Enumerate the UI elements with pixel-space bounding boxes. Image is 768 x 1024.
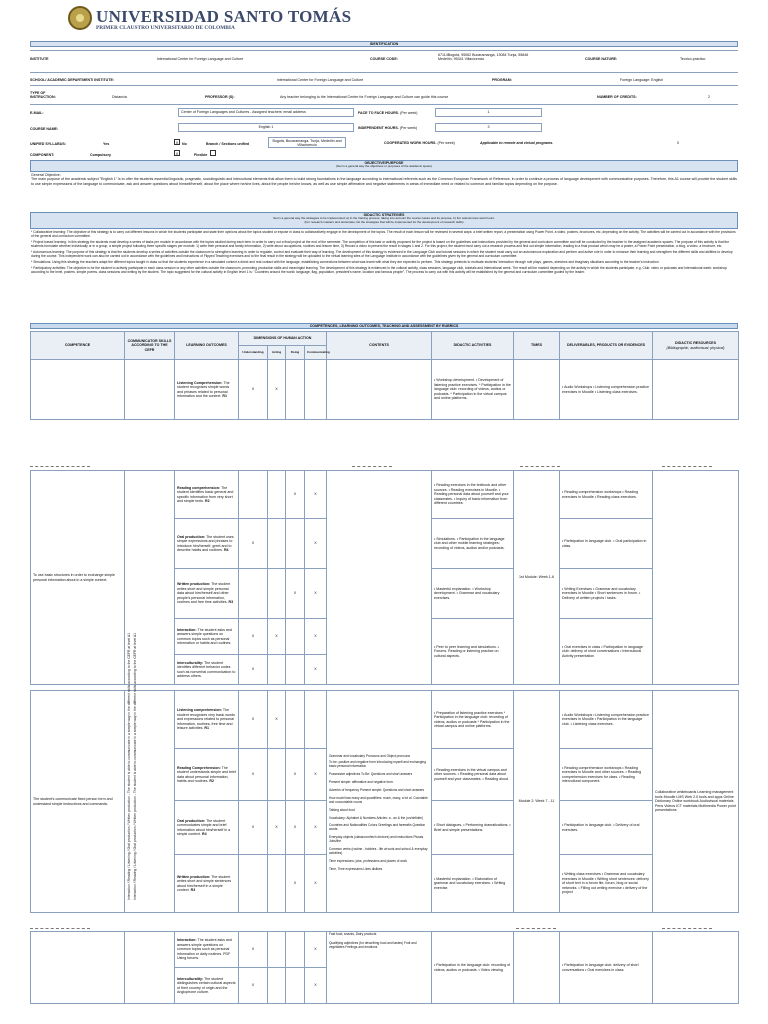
objective-text: The main purpose of the academic subject "English 1" is to offer the students essential linguistic, pragmatic, sociolinguistic and intercultural elements that allow them to build strong foundations in the language according to international referents such as the Common European Framework of Reference, in order to continue a process of language development with communicative purposes. Therefore, this A1 course will provide the student skills to use simple expressions of the language to communicate, ask and answer questions about himself/herself, about the place where he/she lives, about the people he/she knows, as well as use simple affirmative and negative statements in areas of immediate need or related to common and familiar topics depending on the purpose. <box>31 177 737 186</box>
outcome-code: R1 <box>204 726 209 731</box>
coop-label-text: COOPERATED WORK HOURS. <box>384 141 437 145</box>
vertical-communicator-note: Interaction / Reading / Listening / Oral production / Written production - The student is able to communicate in a simple way in the different skills according to the CEFR at level A1 <box>127 632 131 900</box>
flexible-label: Flexible <box>194 153 208 157</box>
mark-cell: X <box>286 855 305 913</box>
first-outcome-code: R1 <box>222 393 227 398</box>
outcome-text: The student identifies basic general and specific information from very short and simple texts. <box>177 485 234 503</box>
university-logo <box>68 6 352 32</box>
didactic-title: DIDACTIC STRATEGIES <box>363 213 405 217</box>
objective-title: OBJECTIVE/PURPOSE <box>364 161 404 165</box>
deliverable-cell: • Oral exercises in class • Participation in language club: delivery of short conversations • Intercultural Activity presentation <box>560 619 653 685</box>
school-label: SCHOOL/ ACADEMIC DEPARTMENT/ INSTITUTE: <box>30 78 115 82</box>
module1-resources <box>653 471 739 685</box>
competences-header: COMPETENCES, LEARNING OUTCOMES, TEACHING AND ASSESSMENT BY RUBRICS <box>30 323 738 329</box>
didactic-cell: • Short dialogues. • Performing dramatizations. • Brief and simple presentations. <box>432 801 514 855</box>
mark-cell <box>268 749 286 801</box>
mark-cell: X <box>268 691 286 749</box>
coop-label <box>384 141 455 145</box>
outcome-text: The student writes short and simple personal data about him/herself and other people's personal information, routines and free time activities. <box>177 582 231 605</box>
f2f-label <box>358 111 417 115</box>
didactic-item: * Collaborative learning: The objective of this strategy is to carry out different lessons in which the students participate and state their opinions about the topics studied or expose in class to collaboratively engage in the development of the topics. The result of each lesson will be reviewed in several ways: a brief written report, a presentation using Power Point, a video, posters, brochures, etc, depending on the activity. The activities will be carried out in accordance with the provisions of the general and curriculum committee. <box>31 230 736 238</box>
outcome-title: Listening comprehension: <box>177 708 222 713</box>
mark-cell <box>268 655 286 685</box>
type-value: Distancia <box>112 95 127 99</box>
col-dimensions: DIMENSIONS OF HUMAN ACTION <box>239 332 327 346</box>
content-item: Time, Time expressions Likes dislikes <box>329 866 383 871</box>
first-competence-cell <box>31 360 125 420</box>
mark-cell: X <box>268 619 286 655</box>
module1-contents <box>327 471 432 685</box>
dim-doing: Doing <box>286 346 305 360</box>
course-name-label: COURSE NAME: <box>30 127 59 131</box>
university-subtitle: PRIMER CLAUSTRO UNIVERSITARIO DE COLOMBIA <box>96 25 235 31</box>
mark-cell: X <box>286 471 305 519</box>
content-item: Present simple: affirmative and negative form. <box>329 779 394 784</box>
mark-cell: X <box>305 968 327 1004</box>
deliverable-cell: • Reading comprehension workshops • Reading exercises in Moodle and other sources. • Reading comprehension exercises for class. • Reading intercultural component. <box>560 749 653 801</box>
col-resources <box>653 332 739 360</box>
mark-cell: X <box>286 749 305 801</box>
module2-cont-competence <box>31 932 125 1004</box>
module1-time: 1st Module: Week 1-6 <box>514 471 560 685</box>
page-dash <box>30 928 90 929</box>
content-item: Possessive adjectives To Be: Questions and short answers <box>329 772 413 777</box>
outcome-code: R3 <box>190 887 196 892</box>
unified-no: No <box>182 142 187 146</box>
mark-cell <box>286 619 305 655</box>
outcome-title: Written production: <box>177 582 211 587</box>
didactic-cell: • Peer to peer learning and simulations. • Forums. Reading or listening practice on cultural aspects. <box>432 619 514 685</box>
first-contents-cell <box>327 360 432 420</box>
university-name: UNIVERSIDAD SANTO TOMÁS <box>96 7 352 26</box>
program-value: Foreign Language: English <box>620 78 663 82</box>
content-item: Vocabulary: Alphabet & Numbers Articles: a - an & the (un/definite) <box>329 815 423 820</box>
outcome-text: The student recognizes very basic words and expressions related to personal information, routines, free time and leisure activities. <box>177 708 235 731</box>
course-name-value: English 1 <box>178 123 354 132</box>
deliverable-cell: • Participation in language club. • Delivery of oral exercises. <box>560 801 653 855</box>
mark-cell: X <box>305 855 327 913</box>
mark-cell <box>268 855 286 913</box>
content-item: Fast food, snacks, Dairy products <box>329 932 377 936</box>
content-item: Common verbs (routine - hobbies - life at work and school & everyday activities) <box>329 847 428 855</box>
didactic-cell: • Reading exercises in the textbook and other sources. • Reading exercises in Moodle. • Reading personal data about yourself and your classmates. • Inquiry of basic information from different countries. <box>432 471 514 519</box>
mark-cell <box>268 471 286 519</box>
mark-cell: X <box>239 691 268 749</box>
didactic-item: * Project based learning: In this strategy the students must develop a series of tasks per module in accordance with the topics studied during each term in order to carry out a final project at the end of the semester. The completion of this task or activity proposed for the project is based on the guidelines and instructions provided by the general and curriculum committee and will be conducted by the teacher in the assigned academic spaces. The purpose of this activity is that the students formulate whether individually or in a group, a simple project following three specific stages per module: 1) write their personal and family information, 2) write about occupations, routines and leisure time, 3) Record a video to present the result in stages 1 and 2. For this project, the student must carry out a research process and find out simple information, leading to a final product which may be a poster, a Power Point presentation, a blog, a video, a brochure, etc. <box>31 240 730 248</box>
program-label: PROGRAM: <box>492 78 512 82</box>
outcome-code: R4 <box>223 547 229 552</box>
first-outcome-text: The student recognizes simple words and phrases related to personal information and the context. <box>177 380 230 398</box>
mark-cell <box>239 855 268 913</box>
dim-understanding: Understanding <box>239 346 268 360</box>
didactic-list <box>31 230 737 274</box>
deliverable-cell: • Reading comprehension workshops • Reading exercises in Moodle • Reading class exercises. <box>560 471 653 519</box>
col-times: TIMES <box>514 332 560 360</box>
outcome-text: The student communicates simple and brief information about him/herself in a simple context. <box>177 818 231 836</box>
outcome-text: The student writes short and simple sentences about him/herself in a simple context. <box>177 874 232 892</box>
module2-cont-time <box>514 932 560 1004</box>
f2f-label-text: FACE TO FACE HOURS. <box>358 111 400 115</box>
outcome-text: The student asks and answers simple questions on common topics such as personal information or daily routines. PDF Using forums. <box>177 938 232 961</box>
mark-cell: X <box>305 519 327 569</box>
outcome-title: Reading Comprehension: <box>177 765 221 770</box>
course-code-label: COURSE CODE: <box>370 57 398 61</box>
col-contents: CONTENTS <box>327 332 432 360</box>
mark-cell: X <box>239 968 268 1004</box>
mark-cell: X <box>239 655 268 685</box>
rule <box>30 50 738 51</box>
mark-cell <box>286 932 305 968</box>
didactic-header <box>30 212 738 229</box>
didactic-item: * Participatory activities: The objective is for the student to actively participate in each class session or any other activities outside the classroom, promoting production skills and meaningful learning. The development of this strategy is evidenced in the cultural activity, class sessions, language club, tutorials and International week. The result will be marked depending on the activity in which the students participate, e.g. Club: video or podcasts and International week: workshop according to the level, posters, simple poems, class sessions and writing by the student. The topic suggested for the cultural activity in English level 1 is: "Countries around the world: language, flag, population, president's name, location and famous people". The process to carry out with this activity will be established by the general and curriculum committee guided by the leader. <box>31 266 727 274</box>
objective-body <box>31 173 737 186</box>
rule <box>30 104 738 105</box>
mark-cell: X <box>239 932 268 968</box>
outcome-title: Interaction: <box>177 938 197 943</box>
outcome-text: The student uses simple expressions and phrases to introduce him/herself, greet and to describe habits and routines. <box>177 534 234 552</box>
credits-label: NUMBER OF CREDITS: <box>597 95 637 99</box>
mark-cell: X <box>305 932 327 968</box>
page-dash <box>352 466 392 467</box>
email-label: E-MAIL: <box>30 111 44 115</box>
deliverable-cell: • Writing class exercises • Grammar and vocabulary exercises in Moodle • Writing short sentences: delivery of short text in a forum file, forum, blog or social networks. • Filling out writing exercise • delivery of the project <box>560 855 653 913</box>
mark-cell: X <box>286 801 305 855</box>
first-didactic-cell: • Workshop development. • Development of listening practice exercises. * Participation in the language club: recording of videos, audios or podcasts. * Participation in the virtual campus and online platforms. <box>432 360 514 420</box>
independent-note: (Per week) <box>399 126 418 130</box>
institute-value: International Center for Foreign Language and Culture <box>156 57 244 61</box>
page-dash <box>662 466 712 467</box>
didactic-item: * Autonomous learning: The purpose of this strategy is that the students develop a series of activities outside the classroom to strengthen learning in order to regulate, control and evaluate their way of learning. The development of this strategy is evidenced in the Language Club and tutorial sessions in which the student must carry out an autonomous exploration and perform and active role in order to enhance their learning and strengthen the different skills and abilities to develop during the course. This independent work can also be carried out in accordance with the guidelines and instructions of Flipped Teaching exercises and to the final result in the strategy will be uploaded to the virtual learning sites of the Language Institute in accordance with the guidelines given by the general and curriculum committee. <box>31 250 733 258</box>
mark-cell <box>286 968 305 1004</box>
mark-cell <box>239 471 268 519</box>
first-outcome-title: Listening Comprehension: <box>177 380 223 385</box>
mark-cell <box>268 968 286 1004</box>
module2-cont-communicator <box>125 932 175 1004</box>
page-dash <box>520 466 560 467</box>
didactic-sub2: (For research masters and doctorates, list the strategies that will be implemented for the development of research skills) <box>304 220 464 224</box>
deliverable-cell: • Audio Workshops • Listening comprehension practice exercises in Moodle • Participation in the language club. • Listening class exercises. <box>560 691 653 749</box>
outcome-title: Interculturality: <box>177 660 204 665</box>
col-communicator: COMMUNICATOR SKILLS ACCORDING TO THE CEFR <box>125 332 175 360</box>
course-nature-label: COURSE NATURE: <box>585 57 618 61</box>
module2-time: Module 2: Week 7 - 11 <box>514 691 560 913</box>
credits-value: 2 <box>708 95 710 99</box>
first-outcome-cell <box>175 360 239 420</box>
independent-label <box>358 126 417 130</box>
module2-competence: The student's communicate fixed person form and understand simple instructions and commands. <box>31 691 125 913</box>
mark-cell <box>286 655 305 685</box>
f2f-value: 1 <box>435 108 542 117</box>
col-deliverables: DELIVERABLES, PRODUCTS OR EVIDENCES <box>560 332 653 360</box>
deliverable-cell: • Writing Exercises • Grammar and vocabulary exercises in Moodle • Short sentences in forum. • Delivery of written projects / tasks. <box>560 569 653 619</box>
didactic-cell: • Simulations. • Participation in the language club and other mobile learning strategies: recording of videos, audios and/or podcasts. <box>432 519 514 569</box>
outcome-text: The student understands simple and brief data about personal information, habits and routines. <box>177 765 236 783</box>
f2f-note: (Per week) <box>400 111 418 115</box>
course-nature-value: Teorico-práctico <box>680 57 706 61</box>
col-competence: COMPETENCE <box>31 332 125 360</box>
unified-yes-checkbox[interactable]: X <box>175 140 179 145</box>
col-outcomes: LEARNING OUTCOMES <box>175 332 239 360</box>
school-value: International Center for Foreign Language and Culture <box>276 78 364 82</box>
mark-cell <box>239 569 268 619</box>
independent-label-text: INDEPENDENT HOURS. <box>358 126 399 130</box>
content-item: How much/how many and quantifiers: much, many, a lot of. Countable and uncountable nouns <box>329 795 428 804</box>
didactic-cell: • Participation in the language club: recording of videos, audios or podcasts. • Video viewing <box>432 932 514 1004</box>
content-item: Time expressions: jobs, professions and places of work <box>329 858 408 863</box>
page-dash <box>662 928 712 929</box>
dim-acting: Acting <box>268 346 286 360</box>
coop-note: (Per week) <box>437 141 455 145</box>
mark-cell: X <box>305 801 327 855</box>
mark-cell <box>305 691 327 749</box>
module2-continued-table <box>30 931 739 1004</box>
mark-cell: X <box>305 569 327 619</box>
content-item: Grammar and vocabulary Pronouns and Object pronouns <box>329 754 410 759</box>
university-crest-icon <box>68 6 92 30</box>
mark-cell: X <box>239 519 268 569</box>
dim-communicating: Communicating <box>305 346 327 360</box>
professor-value: Any teacher belonging to the International Center for Foreign Language and Culture can guide this course <box>280 95 449 99</box>
content-item: To be: positive and negative form Introducing myself and exchanging basic personal information <box>329 760 426 769</box>
branch-label: Branch / Sections unified <box>206 142 250 146</box>
objective-header <box>30 160 738 172</box>
mark-cell <box>268 569 286 619</box>
component-value: Compulsory <box>90 153 111 157</box>
compulsory-checkbox[interactable]: X <box>175 151 179 156</box>
course-code-value: 67114Bogotá, 95062 Bucaramanga, 13084 Tunja, 55846 Medellín, 95341 Villavicencio <box>438 53 529 62</box>
deliverable-cell: • Participation in language club: delivery of short conversations • Oral exercises in class. <box>560 932 653 1004</box>
page-gap <box>0 422 768 464</box>
mark-cell: X <box>268 801 286 855</box>
mark-cell: X <box>239 619 268 655</box>
component-label: COMPONENT: <box>30 153 55 157</box>
first-communicator-cell <box>125 360 175 420</box>
mark-cell: X <box>239 801 268 855</box>
first-mark-doing <box>286 360 305 420</box>
first-mark-understanding: X <box>239 360 268 420</box>
module2-resources: Collaborative whiteboards Learning management tools Moodle LMS Web 2.0 tools and apps Online Dictionary Online workbook Audiovisual materials Pens Videos ICT materials Multimedia Power point presentations <box>653 691 739 913</box>
mark-cell: X <box>239 749 268 801</box>
didactic-sub1: Set in a general way the strategies to be implemented: a) In the training process, taking into account the course nature and its purpose, b) For autonomous work hours. <box>273 216 495 221</box>
didactic-cell: • Preparation of listening practice exercises * Participation in the language club: recording of videos, audios or podcasts * Participation in the virtual campus and online platforms. <box>432 691 514 749</box>
content-item: Everyday objects (classroom/tech devices) and instructions Plurals Jobs/the <box>329 835 424 844</box>
independent-value: 3 <box>435 123 542 132</box>
mark-cell: X <box>305 749 327 801</box>
content-item: Qualifying adjectives (for describing food and tastes) Fruit and vegetables Feelings and emotions <box>329 940 417 949</box>
first-deliverables-cell: • Audio Workshops • Listening comprehension practice exercises in Moodle • Listening class exercises. <box>560 360 653 420</box>
didactic-cell: • Masterful explanation. • Elaboration of grammar and vocabulary exercises. • Writing exercise. <box>432 855 514 913</box>
outcome-title: Reading comprehension: <box>177 485 221 490</box>
outcome-title: Interculturality: <box>177 976 204 981</box>
col-didactic: DIDACTIC ACTIVITIES <box>432 332 514 360</box>
outcome-title: Interaction: <box>177 627 197 632</box>
mark-cell <box>286 519 305 569</box>
content-item: Talking about food <box>329 807 355 812</box>
unified-label: UNIFIED SYLLABUS: <box>30 142 66 146</box>
vertical-communicator-note-2: Interaction / Reading / Listening / Oral production / Written production - The student is able to communicate in a simple way in the different skills according to the CEFR at level A1 <box>133 632 137 900</box>
outcome-title: Oral production: <box>177 818 206 823</box>
module1-competence: To use basic structures in order to exchange simple personal information about in a simple context. <box>31 471 125 685</box>
mark-cell: X <box>286 569 305 619</box>
professor-label: PROFESSOR (S): <box>205 95 235 99</box>
outcome-text: The student asks and answers simple questions on common topics such as personal information or habits and routines. <box>177 627 232 645</box>
first-mark-acting: X <box>268 360 286 420</box>
module2-communicator <box>125 691 175 913</box>
outcome-code: R4 <box>201 831 207 836</box>
rule <box>30 72 738 73</box>
mark-cell: X <box>305 619 327 655</box>
type-label: TYPE OF INSTRUCTION: <box>30 91 56 100</box>
objective-heading: General Objective: <box>31 173 61 177</box>
didactic-cell: • Reading exercises in the virtual campus and other sources. • Reading personal data about yourself and your classmates. • Reading aloud. <box>432 749 514 801</box>
mark-cell: X <box>305 471 327 519</box>
first-mark-communicating <box>305 360 327 420</box>
deliverable-cell: • Participation in language club. • Oral participation in class. <box>560 519 653 569</box>
mark-cell: X <box>305 655 327 685</box>
objective-subtitle: (Set in a general way the objectives or purposes of the academic space) <box>336 164 432 169</box>
outcome-code: R3 <box>228 600 234 605</box>
content-item: Adverbs of frequency Present simple: Questions and short answers <box>329 787 425 792</box>
competences-header-table <box>30 331 739 420</box>
mark-cell <box>286 691 305 749</box>
flexible-checkbox[interactable] <box>210 150 216 156</box>
email-value: Center of Foreign Languages and Cultures - Assigned teachers' email address <box>178 108 354 117</box>
page-dash <box>30 466 90 467</box>
branch-value: Bogotá, Bucaramanga, Tunja, Medellín and Villavicencio <box>268 137 346 148</box>
didactic-item: * Simulations: Using this strategy the teachers adapt the different topics taught in class so that the students experience in a simulated context a direct and real contact with the language, establishing connections between what was learnt with what they are expected to perform. This strategy pretends to motivate students' interaction through role plays, games, sketches and imaginary situations according to the teacher's instruction. <box>31 260 660 264</box>
content-item: Countries and Nationalities Colors Greetings and farewells Question words <box>329 823 426 832</box>
col-resources-title: DIDACTIC RESOURCES <box>675 341 716 346</box>
module2-contents <box>327 691 432 913</box>
outcome-title: Oral production: <box>177 534 206 539</box>
coop-value: Applicable to remote and virtual programs. <box>480 141 554 145</box>
module2-cont-resources <box>653 932 739 1004</box>
outcome-code: R2 <box>204 498 210 503</box>
outcome-text: The student identifies different behavior codes such as nonverbal communication to address others. <box>177 660 236 678</box>
institute-label: INSTITUTE <box>30 57 49 61</box>
page-gap <box>0 913 768 927</box>
mark-cell <box>268 519 286 569</box>
col-resources-sub: (Bibliographic, audiovisual, physical) <box>666 345 725 350</box>
outcome-code: R2 <box>209 778 214 783</box>
identification-header: IDENTIFICATION <box>30 41 738 47</box>
unified-yes: Yes <box>103 142 110 146</box>
didactic-cell: • Masterful explanation. • Workshop development. • Grammar and vocabulary exercises. <box>432 569 514 619</box>
coop-num: 0 <box>677 141 679 145</box>
page-dash <box>516 928 556 929</box>
module1-communicator <box>125 471 175 685</box>
first-times-cell <box>514 360 560 420</box>
rule <box>30 85 738 86</box>
first-resources-cell <box>653 360 739 420</box>
module2-cont-contents <box>327 932 432 1004</box>
mark-cell <box>268 932 286 968</box>
outcome-title: Written production: <box>177 874 211 879</box>
outcome-text: The student distinguishes certain cultural aspects of their country of origin and the Anglophone culture. <box>177 976 236 994</box>
